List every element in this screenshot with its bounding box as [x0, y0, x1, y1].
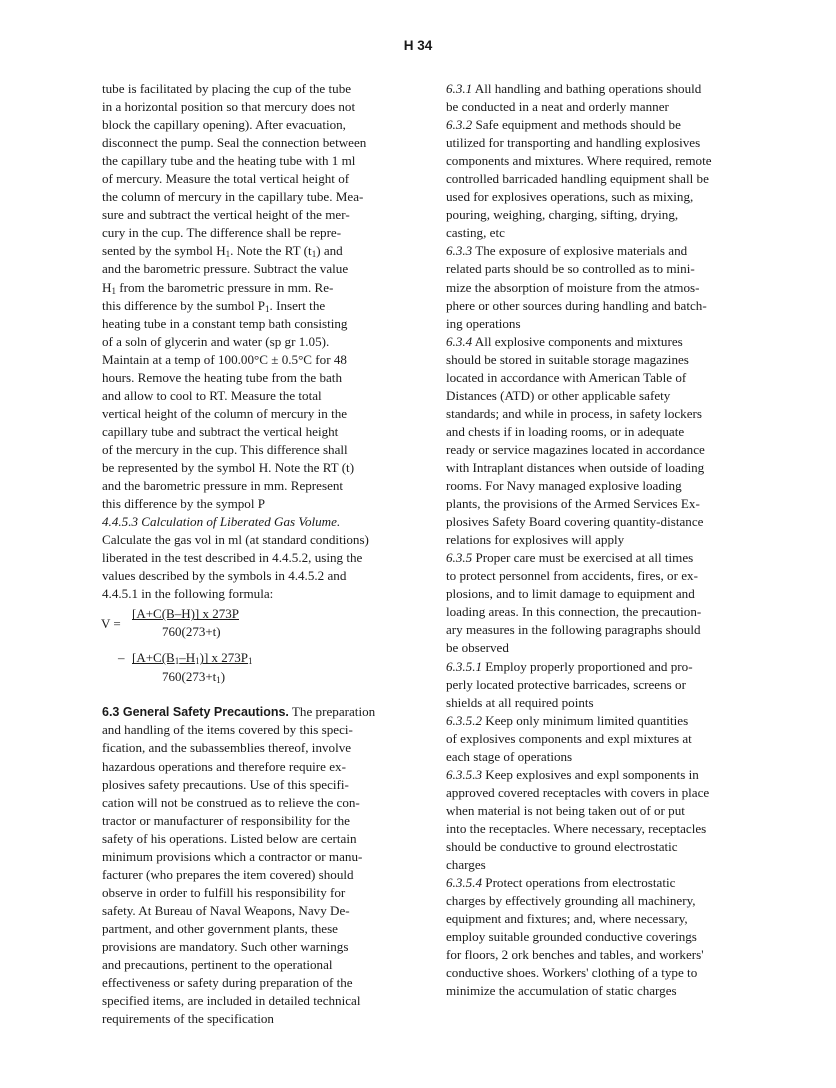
paragraph-first-text: All explosive components and mixtures	[472, 333, 683, 349]
paragraph-line: should be stored in suitable storage magazines	[446, 351, 689, 367]
safety-text-line: hazardous operations and therefore require ex-	[102, 758, 346, 774]
left-text-line: this difference by the sympol P	[102, 496, 266, 512]
paragraph-line: equipment and fixtures; and, where necessary,	[446, 911, 688, 927]
left-text-line: sure and subtract the vertical height of the mer-	[102, 207, 350, 223]
paragraph-line: perly located protective barricades, screens or	[446, 676, 686, 692]
safety-text-line: and precautions, pertinent to the operational	[102, 957, 333, 973]
formula-numerator-1: [A+C(B–H)] x 273P	[132, 606, 239, 622]
paragraph-line: related parts should be so controlled as to mini-	[446, 261, 695, 277]
left-text-line: and allow to cool to RT. Measure the total	[102, 387, 322, 403]
text-block-b	[102, 315, 420, 514]
formula-v-label: V =	[101, 616, 121, 632]
paragraph-line: utilized for transporting and handling explosives	[446, 135, 701, 151]
paragraph-number: 6.3.1	[446, 81, 473, 96]
paragraph-line: of explosives components and expl mixtures at	[446, 730, 692, 746]
paragraph-line: components and mixtures. Where required, remote	[446, 153, 712, 169]
left-text-line: block the capillary opening). After evacuation,	[102, 117, 346, 133]
paragraph-line: mize the absorption of moisture from the atmos-	[446, 279, 700, 295]
paragraph-first-text: The exposure of explosive materials and	[472, 243, 688, 259]
paragraph-first-text: Keep explosives and expl somponents in	[482, 766, 699, 782]
paragraph-first-line	[446, 80, 786, 98]
paragraph-line: ary measures in the following paragraphs should	[446, 622, 701, 638]
text-line-barometric: and the barometric pressure. Subtract the value	[102, 261, 349, 277]
left-text-line: of the mercury in the cup. This difference shall	[102, 441, 348, 457]
left-text-line: values described by the symbols in 4.4.5.2 and	[102, 568, 347, 584]
left-text-line: tube is facilitated by placing the cup of the tube	[102, 81, 352, 96]
paragraph-line: for floors, 2 ork benches and tables, and workers'	[446, 947, 704, 963]
paragraph-line: when material is not being taken out of or put	[446, 802, 685, 818]
text-block-c	[102, 531, 420, 603]
paragraph-line: minimize the accumulation of static charges	[446, 983, 677, 999]
left-text-line: vertical height of the column of mercury in the	[102, 405, 348, 421]
text-line-h1: sented by the symbol $H_1$. Note the RT $(t_1)$ and	[102, 243, 343, 260]
left-text-line: in a horizontal position so that mercury does not	[102, 99, 356, 115]
paragraph-line: standards; and while in process, in safety lockers	[446, 405, 702, 421]
paragraph-line: into the receptacles. Where necessary, receptacles	[446, 820, 707, 836]
paragraph-line: ing operations	[446, 315, 521, 331]
left-text-line: disconnect the pump. Seal the connection between	[102, 135, 367, 151]
safety-text-line: partment, and other government plants, these	[102, 920, 338, 936]
paragraph-first-text: Employ properly proportioned and pro-	[482, 658, 693, 674]
paragraph-number: 6.3.5.4	[446, 875, 483, 891]
safety-text-line: specified items, are included in detailed technical	[102, 993, 361, 1009]
paragraph-number: 6.3.5.2	[446, 712, 483, 728]
safety-text-line: safety of his operations. Listed below are certain	[102, 830, 357, 846]
safety-text-line: and handling of the items covered by this speci-	[102, 722, 353, 738]
safety-text-line: requirements of the specification	[102, 1011, 274, 1027]
paragraph-number: 6.3.5.1	[446, 658, 483, 674]
safety-text-line: minimum provisions which a contractor or manu-	[102, 848, 363, 864]
paragraph-line: loading areas. In this connection, the precaution-	[446, 604, 702, 620]
safety-text-line: cation will not be construed as to relieve the con-	[102, 794, 360, 810]
paragraph-line: located in accordance with American Table of	[446, 369, 687, 385]
safety-text-line: facturer (who prepares the item covered) should	[102, 866, 354, 882]
subsection-heading: 4.4.5.3 Calculation of Liberated Gas Volume.	[102, 514, 341, 530]
section-heading-line: 6.3 General Safety Precautions. The preparation	[102, 704, 376, 720]
paragraph-first-line	[446, 242, 786, 260]
left-text-line: heating tube in a constant temp bath consisting	[102, 315, 348, 331]
paragraph-line: and chests if in loading rooms, or in adequate	[446, 423, 685, 439]
text-block-a	[102, 80, 420, 242]
paragraph-number: 6.3.4	[446, 333, 473, 349]
paragraph-line: plants, the provisions of the Armed Services Ex-	[446, 496, 700, 512]
paragraph-line: be conducted in a neat and orderly manner	[446, 99, 669, 115]
paragraph-6-3-5-1	[446, 658, 786, 712]
paragraph-line: charges	[446, 857, 486, 873]
paragraph-line: phere or other sources during handling and batch-	[446, 297, 707, 313]
paragraph-first-line	[446, 549, 786, 567]
right-column	[446, 80, 786, 1000]
text-line-p1: this difference by the sumbol $P_1$. Insert the	[102, 297, 326, 314]
left-text-line: hours. Remove the heating tube from the bath	[102, 369, 342, 385]
left-text-line: 4.4.5.1 in the following formula:	[102, 586, 274, 602]
text-block-d	[102, 721, 420, 1028]
safety-text-line: provisions are mandatory. Such other warnings	[102, 938, 349, 954]
paragraph-line: with Intraplant distances when outside of loading	[446, 459, 705, 475]
paragraph-first-text: All handling and bathing operations should	[472, 81, 702, 96]
left-text-line: of mercury. Measure the total vertical height of	[102, 171, 350, 187]
left-text-line: and the barometric pressure in mm. Represent	[102, 478, 344, 494]
paragraph-line: rooms. For Navy managed explosive loading	[446, 478, 682, 494]
paragraph-line: plosives Safety Board covering quantity-distance	[446, 514, 704, 530]
left-text-line: the column of mercury in the capillary tube. Mea-	[102, 189, 364, 205]
paragraph-line: employ suitable grounded conductive coverings	[446, 929, 697, 945]
left-text-line: the capillary tube and the heating tube with 1 ml	[102, 153, 356, 169]
formula-denominator-1: 760(273+t)	[162, 624, 221, 640]
paragraph-number: 6.3.5	[446, 550, 473, 566]
paragraph-line: used for explosives operations, such as mixing,	[446, 189, 694, 205]
paragraph-line: controlled barricaded handling equipment shall be	[446, 171, 709, 187]
paragraph-line: be observed	[446, 640, 509, 656]
paragraph-first-line	[446, 658, 786, 676]
formula-denominator-2: $760(273+t_1)$	[162, 669, 226, 686]
safety-text-line: safety. At Bureau of Naval Weapons, Navy De-	[102, 902, 350, 918]
paragraph-6-3-5	[446, 549, 786, 657]
paragraph-first-text: Safe equipment and methods should be	[472, 117, 681, 133]
safety-text-line: effectiveness or safety during preparation of the	[102, 975, 353, 991]
paragraph-first-line	[446, 874, 786, 892]
paragraph-line: to protect personnel from accidents, fires, or ex-	[446, 568, 698, 584]
paragraph-6-3-5-4	[446, 874, 786, 1000]
paragraph-line: approved covered receptacles with covers in place	[446, 784, 710, 800]
left-text-line: of a soln of glycerin and water (sp gr 1.05).	[102, 333, 330, 349]
left-text-line: Maintain at a temp of 100.00°C ± 0.5°C for 48	[102, 351, 347, 367]
safety-text-line: fication, and the subassemblies thereof, involve	[102, 740, 352, 756]
formula-numerator-2: $[A+C(B_1-H_1)]$ x $273P_1$	[132, 650, 253, 667]
paragraph-line: casting, etc	[446, 225, 505, 241]
paragraph-line: ready or service magazines located in accordance	[446, 441, 705, 457]
paragraph-line: Distances (ATD) or other applicable safety	[446, 387, 671, 403]
paragraph-line: charges by effectively grounding all machinery,	[446, 893, 696, 909]
left-text-line: capillary tube and subtract the vertical height	[102, 423, 339, 439]
paragraph-line: conductive shoes. Workers' clothing of a type to	[446, 965, 698, 981]
paragraph-first-line	[446, 333, 786, 351]
paragraph-first-text: Proper care must be exercised at all times	[472, 550, 694, 566]
paragraph-first-text: Keep only minimum limited quantities	[482, 712, 689, 728]
paragraph-number: 6.3.3	[446, 243, 473, 259]
paragraph-first-text: Protect operations from electrostatic	[482, 875, 676, 891]
formula-minus: –	[118, 650, 125, 666]
gas-volume-formula	[102, 603, 420, 703]
paragraph-first-line	[446, 116, 786, 134]
paragraph-6-3-5-3	[446, 766, 786, 874]
left-text-line: Calculate the gas vol in ml (at standard conditions)	[102, 532, 369, 548]
paragraph-first-line	[446, 712, 786, 730]
paragraph-line: pouring, weighing, charging, sifting, drying,	[446, 207, 679, 223]
section-heading: 6.3 General Safety Precautions.	[102, 705, 289, 720]
text-line-h1-mm: $H_1$ from the barometric pressure in mm. Re-	[102, 279, 334, 296]
paragraph-6-3-2	[446, 116, 786, 242]
safety-text-line: observe in order to fulfill his responsibility for	[102, 884, 346, 900]
safety-text-line: plosives safety precautions. Use of this specifi-	[102, 776, 349, 792]
paragraph-first-line	[446, 766, 786, 784]
left-text-line: be represented by the symbol H. Note the RT (t)	[102, 459, 355, 475]
left-column	[102, 80, 420, 1028]
left-text-line: cury in the cup. The difference shall be repre-	[102, 225, 342, 241]
paragraph-line: shields at all required points	[446, 694, 594, 710]
paragraph-6-3-1	[446, 80, 786, 116]
page-header: H 34	[403, 38, 433, 53]
paragraph-6-3-3	[446, 242, 786, 332]
paragraph-number: 6.3.5.3	[446, 766, 483, 782]
paragraph-line: plosions, and to limit damage to equipment and	[446, 586, 695, 602]
paragraph-number: 6.3.2	[446, 117, 473, 133]
paragraph-line: relations for explosives will apply	[446, 532, 625, 548]
paragraph-line: each stage of operations	[446, 748, 573, 764]
paragraph-6-3-5-2	[446, 712, 786, 766]
left-text-line: liberated in the test described in 4.4.5.2, using the	[102, 550, 363, 566]
safety-text-line: tractor or manufacturer of responsibility for the	[102, 812, 350, 828]
paragraph-line: should be conductive to ground electrostatic	[446, 838, 678, 854]
paragraph-6-3-4	[446, 333, 786, 550]
